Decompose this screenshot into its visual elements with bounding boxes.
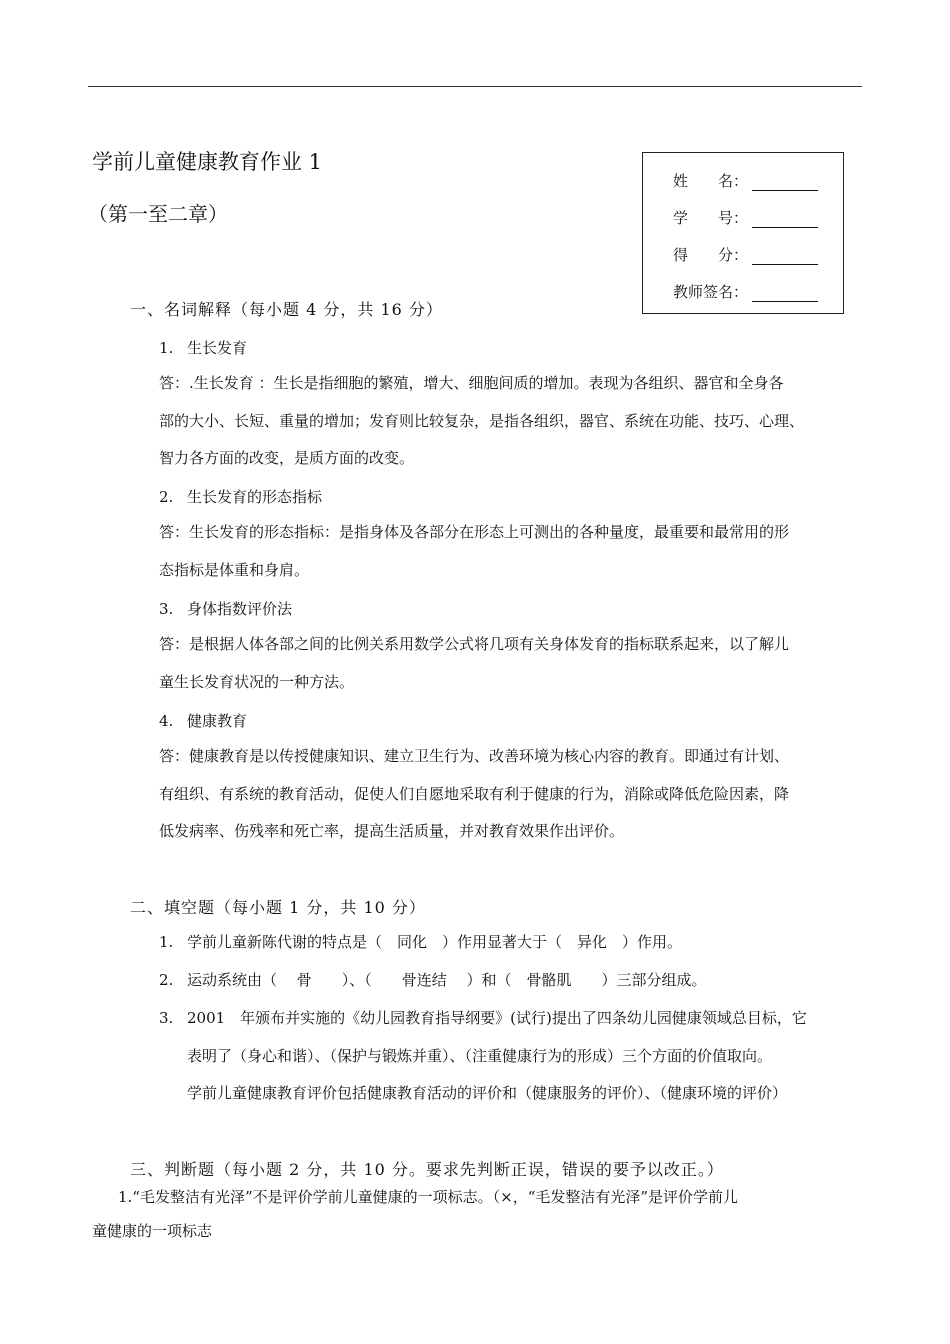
answer-line: 低发病率、伤残率和死亡率，提高生活质量，并对教育效果作出评价。 [159,822,625,840]
fill-line: 表明了（身心和谐）、（保护与锻炼并重）、（注重健康行为的形成）三个方面的价值取向。 [187,1046,773,1065]
fill-line: 2001 年颁布并实施的《幼儿园教育指导纲要》(试行)提出了四条幼儿园健康领域总目标，它 [187,1009,807,1027]
teacher-label: 教师签名： [673,283,749,301]
item-number: 2. [159,488,174,506]
judge-line: 童健康的一项标志 [92,1222,213,1240]
answer-line: 答：健康教育是以传授健康知识、建立卫生行为、改善环境为核心内容的教育。即通过有计划、 [159,747,790,765]
id-label: 学 号： [673,209,749,227]
fill-line: 运动系统由（ 骨 ）、（ 骨连结 ）和（ 骨骼肌 ）三部分组成。 [187,971,707,989]
score-row [673,244,818,265]
name-label: 姓 名： [673,172,749,190]
answer-2 [159,514,861,589]
fill-item-1 [159,924,682,962]
item-number: 4. [159,712,174,730]
answer-line: 答：是根据人体各部之间的比例关系用数学公式将几项有关身体发育的指标联系起来，以了解儿 [159,635,790,653]
term-label: 身体指数评价法 [187,600,293,618]
fill-line: 学前儿童健康教育评价包括健康教育活动的评价和（健康服务的评价）、（健康环境的评价） [187,1084,788,1102]
fill-item-2 [159,962,707,1000]
section1-heading: 一、名词解释（每小题 4 分，共 16 分） [130,300,443,319]
answer-line: 智力各方面的改变，是质方面的改变。 [159,449,415,467]
term-item-4 [159,710,247,731]
section3-heading: 三、判断题（每小题 2 分，共 10 分。要求先判断正误，错误的要予以改正。） [130,1160,724,1179]
answer-line: 童生长发育状况的一种方法。 [159,672,355,691]
id-blank[interactable] [752,211,818,228]
judge-item-1-cont [92,1214,212,1248]
answer-3 [159,626,861,701]
student-info-box [642,152,844,314]
page-subtitle: （第一至二章） [88,202,228,226]
item-number: 3. [159,600,174,618]
item-number: 1. [159,339,174,357]
answer-line: 答：生长发育的形态指标：是指身体及各部分在形态上可测出的各种量度，最重要和最常用的形 [159,523,790,541]
teacher-blank[interactable] [752,285,818,302]
fill-line: 学前儿童新陈代谢的特点是（ 同化 ）作用显著大于（ 异化 ）作用。 [187,933,683,951]
judge-item-1 [118,1180,738,1214]
term-item-1 [159,337,247,358]
judge-line: 1.“毛发整洁有光泽”不是评价学前儿童健康的一项标志。（×，“毛发整洁有光泽”是评价学前儿 [118,1188,739,1206]
answer-line: 部的大小、长短、重量的增加；发育则比较复杂，是指各组织，器官、系统在功能、技巧、心理、 [159,411,805,430]
term-item-3 [159,598,292,619]
score-blank[interactable] [752,248,818,265]
answer-line: 答：.生长发育 ：生长是指细胞的繁殖，增大、细胞间质的增加。表现为各组织、器官和全身各 [159,374,784,392]
teacher-row [673,281,818,302]
fill-item-3 [159,1000,807,1113]
answer-4 [159,738,861,851]
item-number: 3. [159,1009,174,1027]
section2-heading: 二、填空题（每小题 1 分，共 10 分） [130,898,426,917]
item-number: 1. [159,933,174,951]
answer-line: 有组织、有系统的教育活动，促使人们自愿地采取有利于健康的行为，消除或降低危险因素，降 [159,784,790,803]
term-label: 生长发育的形态指标 [187,488,323,506]
page-title: 学前儿童健康教育作业 1 [92,150,323,174]
score-label: 得 分： [673,246,749,264]
item-number: 2. [159,971,174,989]
id-row [673,207,818,228]
term-item-2 [159,486,322,507]
answer-line: 态指标是体重和身肩。 [159,560,310,579]
term-label: 健康教育 [187,712,248,730]
term-label: 生长发育 [187,339,248,357]
name-blank[interactable] [752,174,818,191]
name-row [673,170,818,191]
answer-1 [159,365,861,478]
top-rule [88,86,862,87]
